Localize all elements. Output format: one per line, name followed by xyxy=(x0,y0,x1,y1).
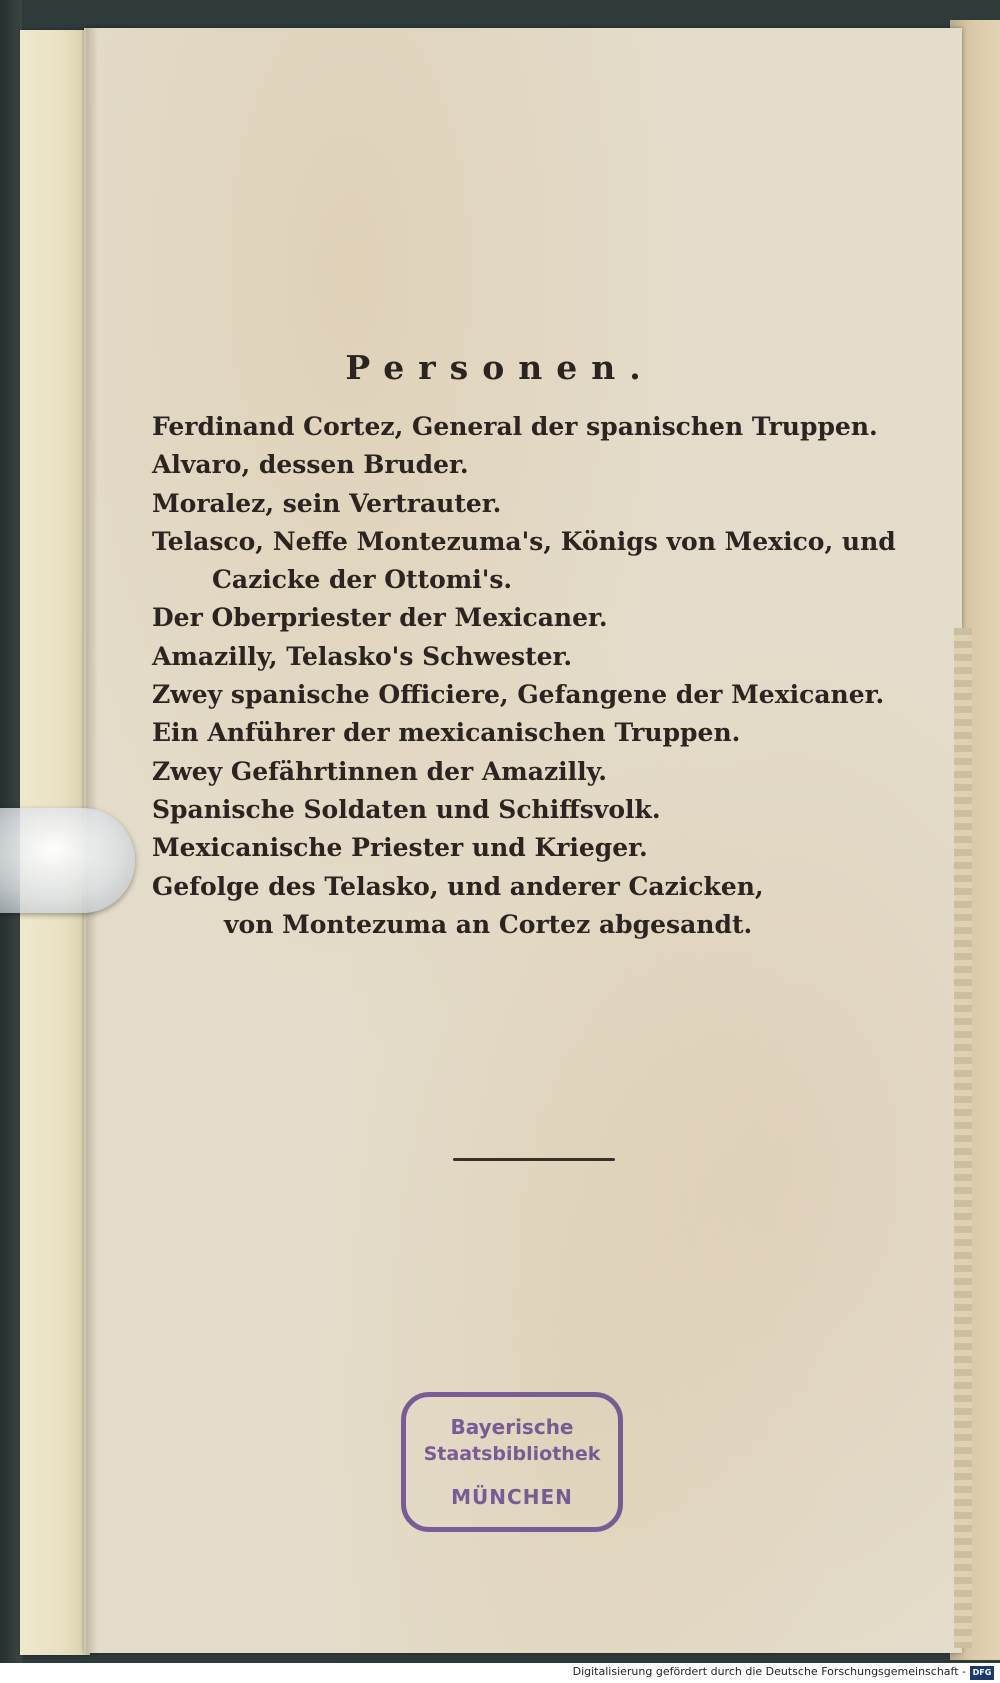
page-heading: Personen. xyxy=(345,348,655,387)
cast-line: Mexicanische Priester und Krieger. xyxy=(152,833,648,863)
cast-line: Ein Anführer der mexicanischen Truppen. xyxy=(152,718,741,748)
cast-line: Amazilly, Telasko's Schwester. xyxy=(152,641,573,671)
decorative-rule xyxy=(453,1158,615,1161)
cast-line-continuation: Cazicke der Ottomi's. xyxy=(212,565,513,595)
dfg-logo: DFG xyxy=(970,1666,994,1680)
cast-line: Moralez, sein Vertrauter. xyxy=(152,488,502,518)
stamp-line-1: Bayerische xyxy=(450,1415,574,1439)
cast-line-continuation: von Montezuma an Cortez abgesandt. xyxy=(224,909,753,939)
glass-page-weight xyxy=(0,808,135,913)
cast-line: Gefolge des Telasko, und anderer Cazicken, xyxy=(152,871,764,901)
library-stamp xyxy=(401,1392,623,1532)
cast-line: Der Oberpriester der Mexicaner. xyxy=(152,603,608,633)
page-rough-edge xyxy=(954,628,972,1648)
cast-line: Ferdinand Cortez, General der spanischen Truppen. xyxy=(152,412,878,441)
cast-line: Alvaro, dessen Bruder. xyxy=(152,450,469,480)
cast-line: Zwey spanische Officiere, Gefangene der Mexicaner. xyxy=(152,680,885,710)
cast-line: Telasco, Neffe Montezuma's, Königs von Mexico, und xyxy=(152,526,896,556)
stamp-line-3: MÜNCHEN xyxy=(451,1485,573,1509)
stamp-line-2: Staatsbibliothek xyxy=(423,1443,601,1465)
footer-credit: Digitalisierung gefördert durch die Deutsche Forschungsgemeinschaft - xyxy=(572,1665,966,1678)
cast-line: Spanische Soldaten und Schiffsvolk. xyxy=(152,794,661,824)
cast-list xyxy=(152,408,912,944)
cast-line: Zwey Gefährtinnen der Amazilly. xyxy=(152,756,608,786)
